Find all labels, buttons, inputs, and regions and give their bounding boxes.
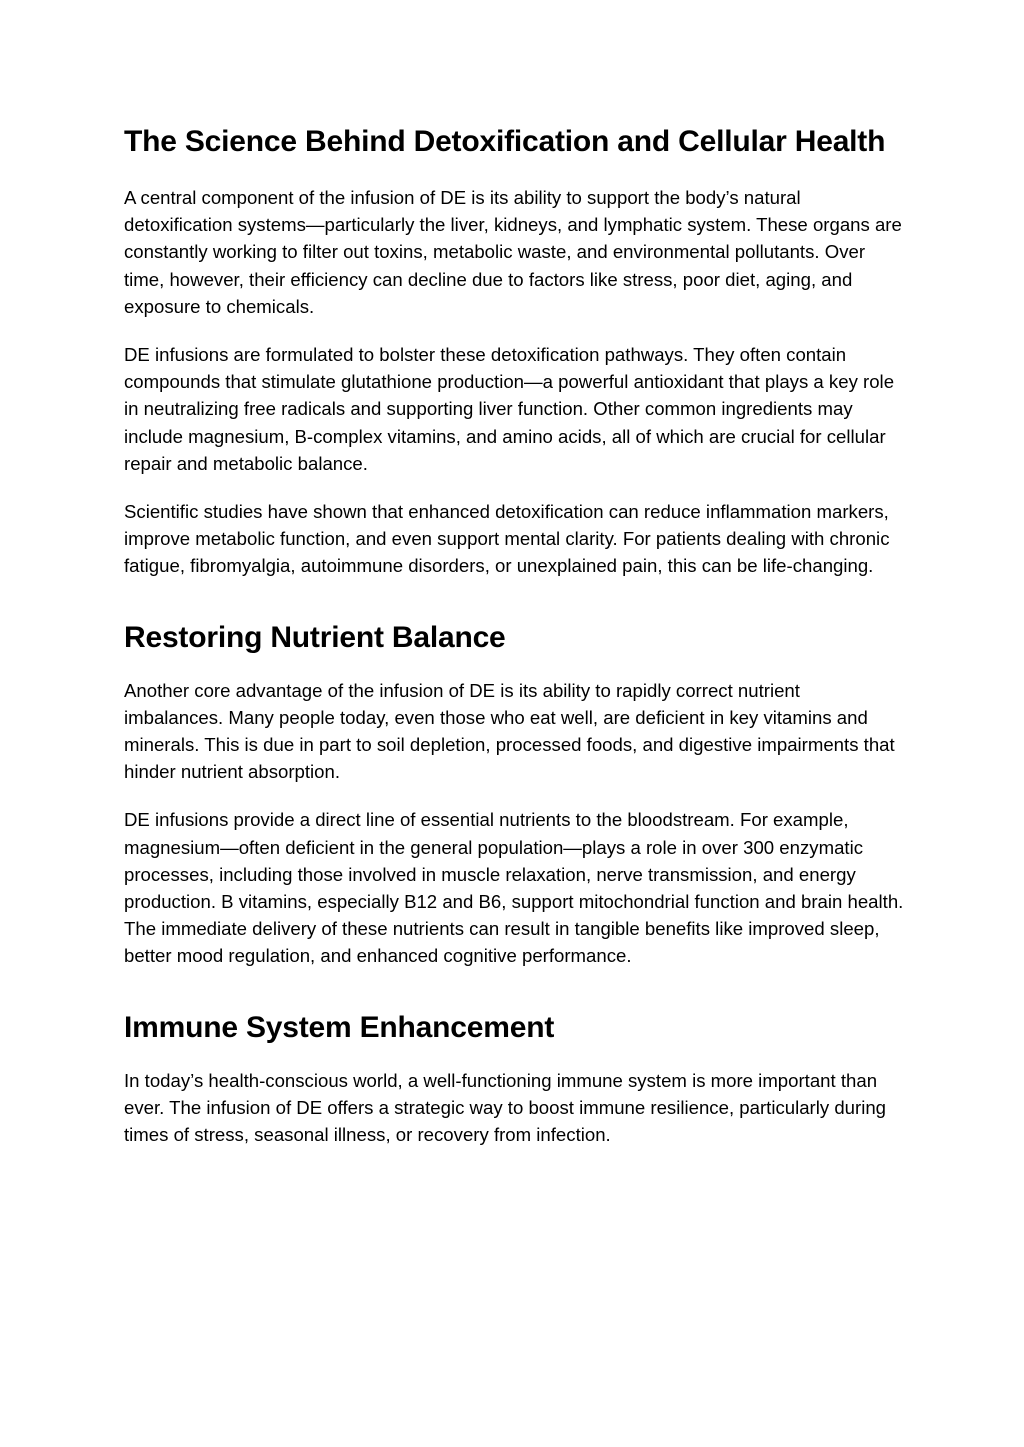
- section-heading-nutrient-balance: Restoring Nutrient Balance: [124, 620, 506, 654]
- section-heading-immune-system: Immune System Enhancement: [124, 1010, 555, 1044]
- section-heading-detoxification: The Science Behind Detoxification and Cellular Health: [124, 125, 886, 158]
- paragraph: In today’s health-conscious world, a well-functioning immune system is more important than ever. The infusion of DE offers a strategic way to boost immune resilience, particularly during times of stress, seasonal illness, or recovery from infection.: [124, 1069, 887, 1146]
- paragraph: DE infusions are formulated to bolster these detoxification pathways. They often contain compounds that stimulate glutathione production—a powerful antioxidant that plays a key role in neutralizing free radicals and supporting liver function. Other common ingredients may include magnesium, B-complex vitamins, and amino acids, all of which are crucial for cellular repair and metabolic balance.: [124, 344, 895, 474]
- paragraph: DE infusions provide a direct line of essential nutrients to the bloodstream. For example, magnesium—often deficient in the general population—plays a role in over 300 enzymatic processes, including those involved in muscle relaxation, nerve transmission, and energy production. B vitamins, especially B12 and B6, support mitochondrial function and brain health. The immediate delivery of these nutrients can result in tangible benefits like improved sleep, better mood regulation, and enhanced cognitive performance.: [124, 809, 904, 967]
- document-page: [124, 122, 904, 1148]
- paragraph: Another core advantage of the infusion of DE is its ability to rapidly correct nutrient imbalances. Many people today, even those who eat well, are deficient in key vitamins and minerals. This is due in part to soil depletion, processed foods, and digestive impairments that hinder nutrient absorption.: [124, 679, 895, 783]
- paragraph: A central component of the infusion of DE is its ability to support the body’s natural detoxification systems—particularly the liver, kidneys, and lymphatic system. These organs are constantly working to filter out toxins, metabolic waste, and environmental pollutants. Over time, however, their efficiency can decline due to factors like stress, poor diet, aging, and exposure to chemicals.: [124, 187, 902, 317]
- paragraph: Scientific studies have shown that enhanced detoxification can reduce inflammation markers, improve metabolic function, and even support mental clarity. For patients dealing with chronic fatigue, fibromyalgia, autoimmune disorders, or unexplained pain, this can be life-changing.: [124, 501, 890, 577]
